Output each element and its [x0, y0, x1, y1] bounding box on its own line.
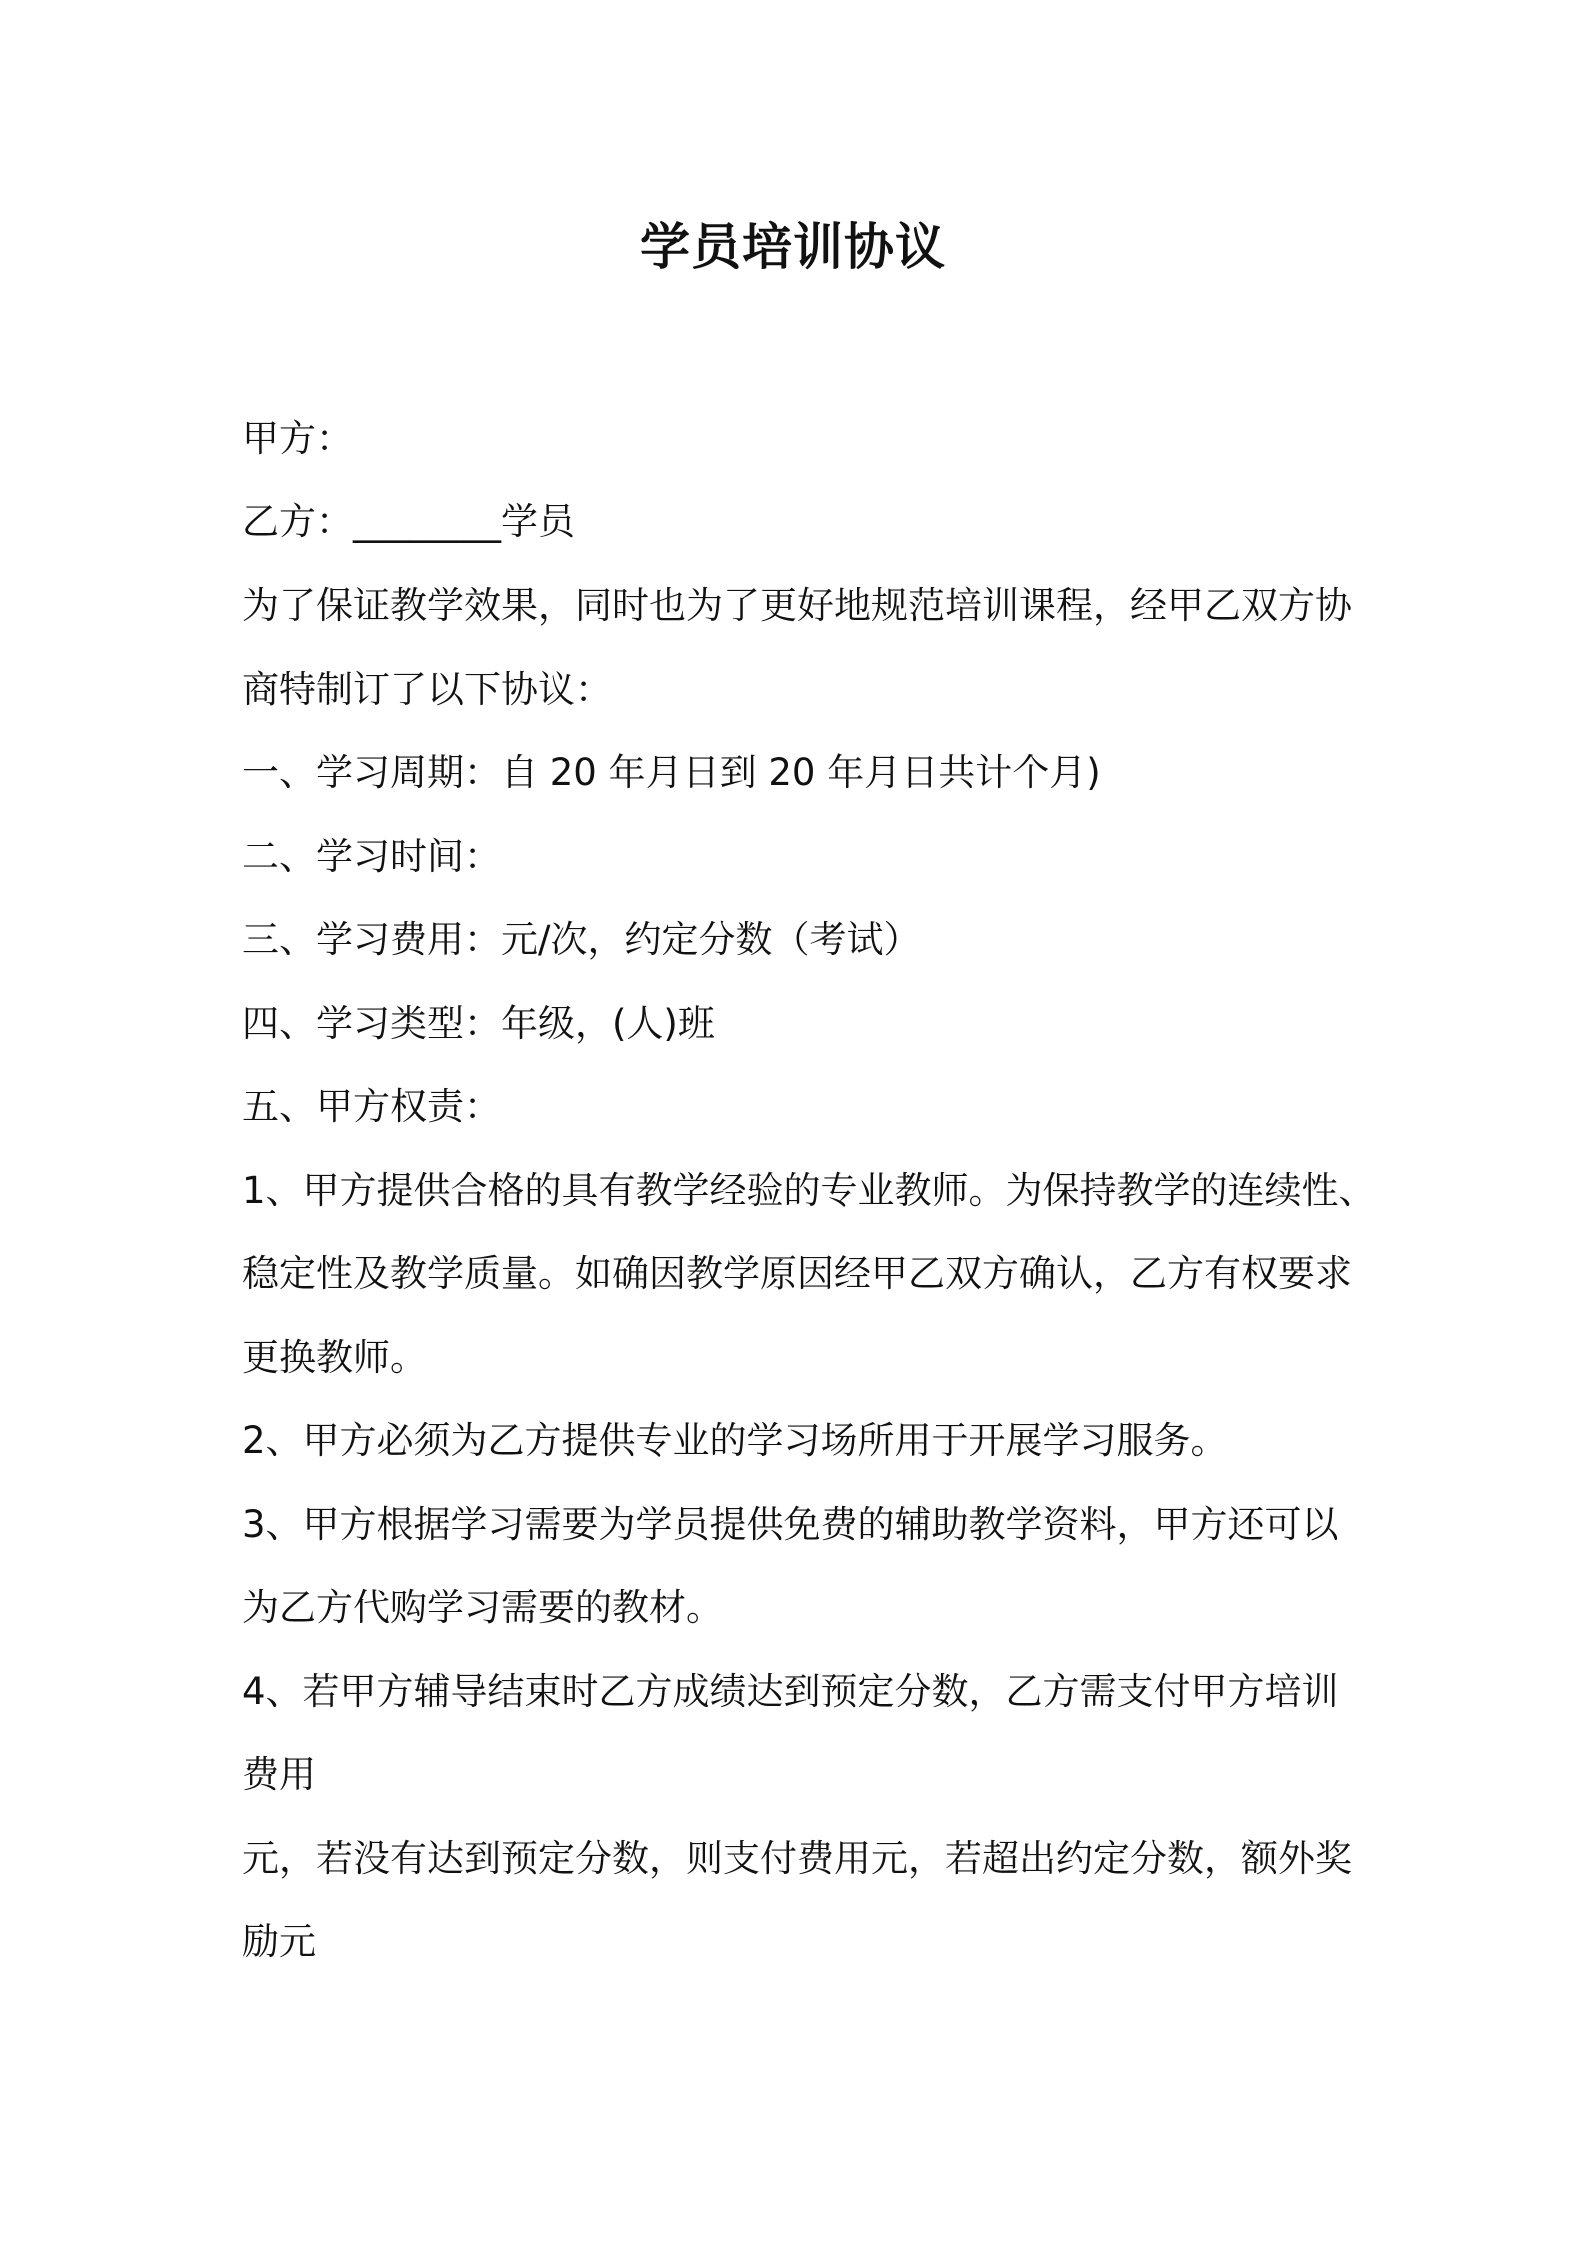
- duty-4-line-4: 励元: [242, 1920, 316, 1963]
- clause-study-type: 四、学习类型：年级，(人)班: [242, 1002, 715, 1045]
- duty-4-line-2: 费用: [242, 1753, 316, 1796]
- intro-line-1: 为了保证教学效果，同时也为了更好地规范培训课程，经甲乙双方协: [242, 584, 1352, 627]
- clause-study-fee: 三、学习费用：元/次，约定分数（考试）: [242, 918, 921, 961]
- intro-line-2: 商特制订了以下协议：: [242, 668, 612, 711]
- duty-1-line-3: 更换教师。: [242, 1336, 427, 1379]
- duty-1-line-2: 稳定性及教学质量。如确因教学原因经甲乙双方确认，乙方有权要求: [242, 1252, 1352, 1295]
- clause-study-time: 二、学习时间：: [242, 835, 501, 878]
- duty-3-line-2: 为乙方代购学习需要的教材。: [242, 1586, 723, 1629]
- clause-study-period: 一、学习周期：自 20 年月日到 20 年月日共计个月): [242, 751, 1101, 794]
- duty-3-line-1: 3、甲方根据学习需要为学员提供免费的辅助教学资料，甲方还可以: [242, 1503, 1339, 1546]
- duty-1-line-1: 1、甲方提供合格的具有教学经验的专业教师。为保持教学的连续性、: [242, 1169, 1376, 1212]
- duty-2-line-1: 2、甲方必须为乙方提供专业的学习场所用于开展学习服务。: [242, 1419, 1228, 1462]
- clause-party-a-duties: 五、甲方权责：: [242, 1085, 501, 1128]
- party-a-line: 甲方：: [242, 417, 353, 460]
- document-title: 学员培训协议: [640, 218, 946, 276]
- duty-4-line-1: 4、若甲方辅导结束时乙方成绩达到预定分数，乙方需支付甲方培训: [242, 1670, 1339, 1713]
- duty-4-line-3: 元，若没有达到预定分数，则支付费用元，若超出约定分数，额外奖: [242, 1837, 1352, 1880]
- party-b-line: 乙方：________学员: [242, 500, 575, 543]
